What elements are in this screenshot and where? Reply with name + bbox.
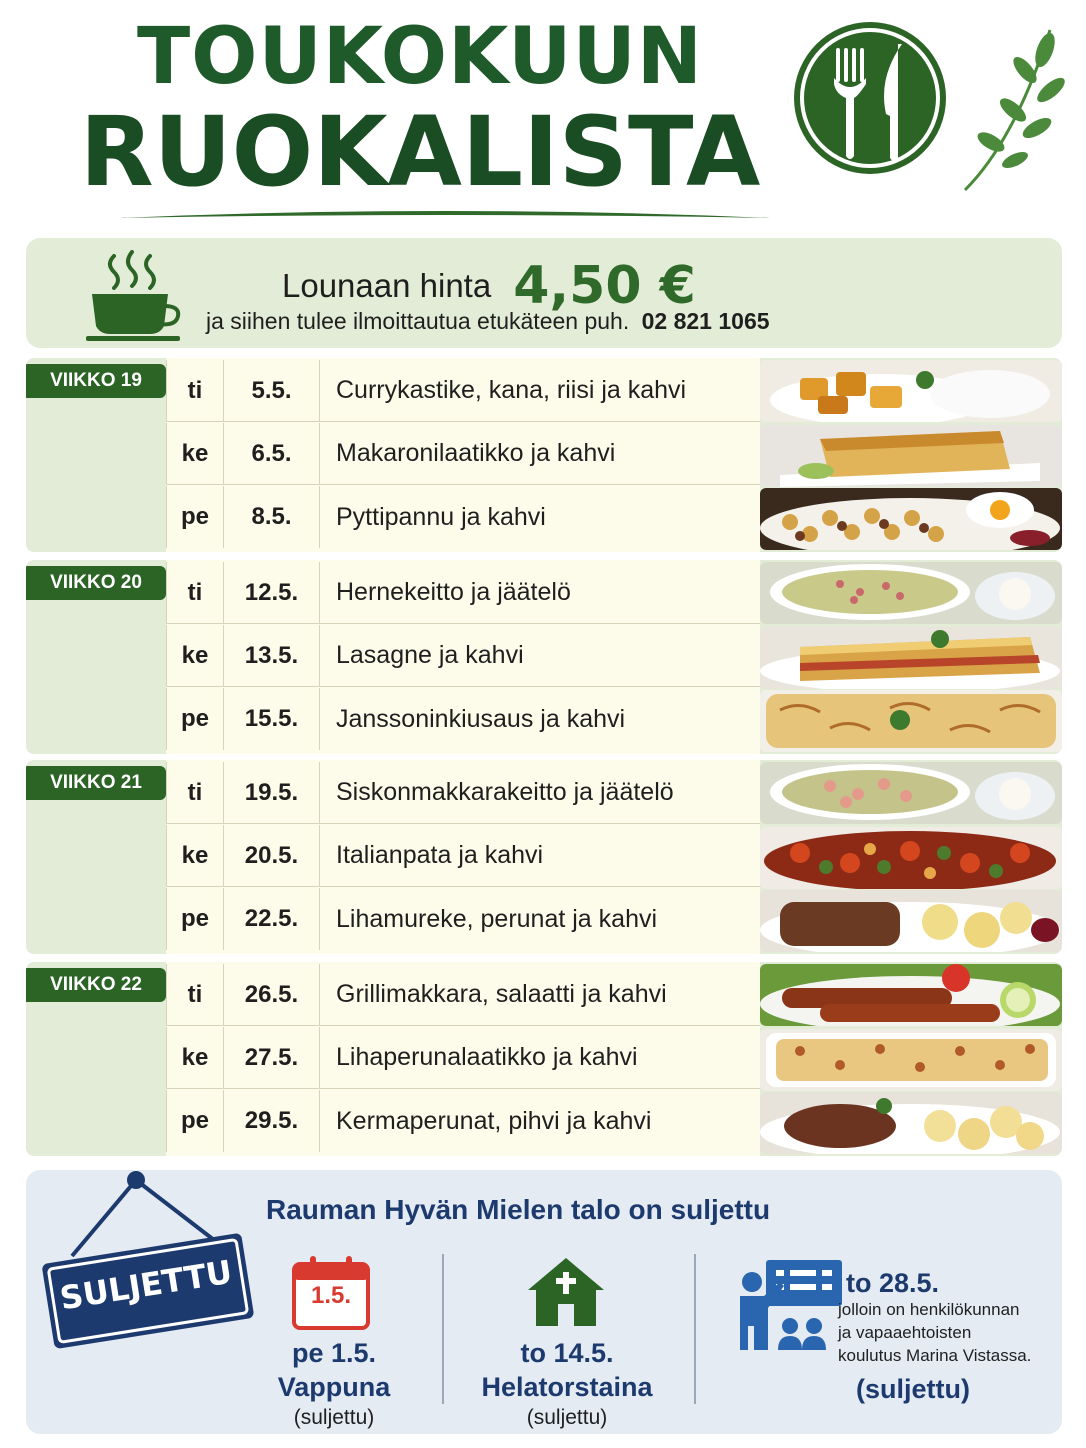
price-label: Lounaan hinta bbox=[282, 267, 492, 304]
pyttipannu-photo bbox=[760, 488, 1062, 550]
date-cell: 6.5. bbox=[224, 423, 320, 484]
dish-cell: Makaronilaatikko ja kahvi bbox=[336, 439, 616, 467]
price-bar bbox=[26, 238, 1062, 348]
date-cell: 20.5. bbox=[224, 825, 320, 886]
closed-date: to 28.5. bbox=[846, 1268, 940, 1298]
title-block bbox=[60, 12, 780, 208]
day-cell: pe bbox=[166, 888, 224, 950]
closed-reason: Vappuna bbox=[277, 1372, 391, 1402]
closed-date: to 14.5. bbox=[520, 1338, 614, 1368]
date-cell: 12.5. bbox=[224, 562, 320, 623]
date-cell: 22.5. bbox=[224, 888, 320, 950]
church-icon bbox=[526, 1254, 606, 1328]
closed-date: pe 1.5. bbox=[291, 1338, 377, 1368]
closed-note: (suljettu) bbox=[856, 1374, 970, 1404]
grilled-sausage-photo bbox=[760, 964, 1062, 1026]
closed-item-1 bbox=[252, 1336, 416, 1432]
menu-row bbox=[166, 486, 760, 548]
training-icon bbox=[738, 1256, 844, 1352]
closed-info-panel bbox=[26, 1170, 1062, 1434]
week-label: VIIKKO 21 bbox=[26, 766, 166, 800]
title-underline bbox=[120, 208, 770, 222]
day-cell: pe bbox=[166, 688, 224, 750]
menu-row bbox=[166, 1027, 760, 1089]
dish-cell: Grillimakkara, salaatti ja kahvi bbox=[336, 980, 667, 1008]
date-cell: 5.5. bbox=[224, 360, 320, 421]
title-line1: TOUKOKUUN bbox=[136, 12, 704, 102]
day-cell: ti bbox=[166, 762, 224, 823]
closed-note: (suljettu) bbox=[293, 1406, 375, 1429]
closed-note: (suljettu) bbox=[526, 1406, 608, 1429]
dish-cell: Currykastike, kana, riisi ja kahvi bbox=[336, 376, 687, 404]
meatloaf-potatoes-photo bbox=[760, 890, 1062, 952]
divider bbox=[694, 1254, 696, 1404]
dish-cell: Siskonmakkarakeitto ja jäätelö bbox=[336, 778, 674, 806]
day-cell: ke bbox=[166, 825, 224, 886]
day-cell: pe bbox=[166, 1090, 224, 1152]
week-table bbox=[166, 760, 760, 954]
week-20 bbox=[26, 560, 1062, 754]
italian-stew-photo bbox=[760, 827, 1062, 889]
price-line bbox=[282, 256, 842, 316]
dish-cell: Kermaperunat, pihvi ja kahvi bbox=[336, 1106, 652, 1135]
week-label: VIIKKO 20 bbox=[26, 566, 166, 600]
menu-row bbox=[166, 762, 760, 824]
week-22 bbox=[26, 962, 1062, 1156]
closed-item-3 bbox=[838, 1298, 1062, 1367]
fork-knife-logo-icon bbox=[790, 18, 950, 178]
macaroni-casserole-photo bbox=[760, 425, 1062, 487]
day-cell: ti bbox=[166, 964, 224, 1025]
week-21 bbox=[26, 760, 1062, 954]
leaf-branch-icon bbox=[955, 20, 1065, 200]
dish-cell: Lihaperunalaatikko ja kahvi bbox=[336, 1043, 638, 1071]
date-cell: 15.5. bbox=[224, 688, 320, 750]
date-cell: 27.5. bbox=[224, 1027, 320, 1088]
menu-row bbox=[166, 625, 760, 687]
dish-cell: Pyttipannu ja kahvi bbox=[336, 502, 546, 531]
calendar-date: 1.5. bbox=[310, 1282, 352, 1309]
phone-number: 02 821 1065 bbox=[641, 308, 770, 334]
day-cell: ke bbox=[166, 1027, 224, 1088]
week-table bbox=[166, 560, 760, 754]
week-19 bbox=[26, 358, 1062, 552]
menu-row bbox=[166, 360, 760, 422]
closed-item-2 bbox=[462, 1336, 672, 1432]
meat-potato-casserole-photo bbox=[760, 1029, 1062, 1091]
date-cell: 19.5. bbox=[224, 762, 320, 823]
sausage-soup-photo bbox=[760, 762, 1062, 824]
closed-item-3-date-wrap bbox=[846, 1266, 946, 1300]
price-note-text: ja siihen tulee ilmoittautua etukäteen puh. bbox=[206, 308, 630, 334]
title-line2: RUOKALISTA bbox=[79, 96, 761, 208]
menu-row bbox=[166, 562, 760, 624]
day-cell: ke bbox=[166, 423, 224, 484]
week-label: VIIKKO 19 bbox=[26, 364, 166, 398]
divider bbox=[442, 1254, 444, 1404]
menu-row bbox=[166, 888, 760, 950]
closed-detail-line3: koulutus Marina Vistassa. bbox=[838, 1346, 1032, 1365]
pea-soup-photo bbox=[760, 562, 1062, 624]
closed-detail-line1: jolloin on henkilökunnan bbox=[838, 1300, 1020, 1319]
week-label: VIIKKO 22 bbox=[26, 968, 166, 1002]
week-table bbox=[166, 358, 760, 552]
day-cell: ti bbox=[166, 562, 224, 623]
coffee-cup-icon bbox=[84, 250, 184, 342]
date-cell: 8.5. bbox=[224, 486, 320, 548]
menu-row bbox=[166, 423, 760, 485]
closed-sign-text: SULJETTU bbox=[57, 1252, 235, 1318]
closed-title: Rauman Hyvän Mielen talo on suljettu bbox=[266, 1194, 771, 1225]
dish-cell: Janssoninkiusaus ja kahvi bbox=[336, 704, 626, 733]
week-table bbox=[166, 962, 760, 1156]
lasagne-photo bbox=[760, 627, 1062, 689]
price-note bbox=[206, 308, 770, 335]
dish-cell: Lihamureke, perunat ja kahvi bbox=[336, 904, 658, 933]
price-value: 4,50 € bbox=[513, 256, 696, 316]
dish-cell: Hernekeitto ja jäätelö bbox=[336, 578, 571, 606]
day-cell: pe bbox=[166, 486, 224, 548]
steak-potatoes-photo bbox=[760, 1092, 1062, 1154]
closed-detail-line2: ja vapaaehtoisten bbox=[838, 1323, 972, 1342]
date-cell: 26.5. bbox=[224, 964, 320, 1025]
closed-reason: Helatorstaina bbox=[481, 1372, 653, 1402]
date-cell: 13.5. bbox=[224, 625, 320, 686]
dish-cell: Lasagne ja kahvi bbox=[336, 641, 524, 669]
day-cell: ti bbox=[166, 360, 224, 421]
menu-row bbox=[166, 964, 760, 1026]
date-cell: 29.5. bbox=[224, 1090, 320, 1152]
menu-row bbox=[166, 688, 760, 750]
dish-cell: Italianpata ja kahvi bbox=[336, 841, 544, 869]
day-cell: ke bbox=[166, 625, 224, 686]
janssoninkiusaus-photo bbox=[760, 690, 1062, 752]
menu-row bbox=[166, 1090, 760, 1152]
closed-item-3-note-wrap bbox=[838, 1372, 988, 1406]
menu-row bbox=[166, 825, 760, 887]
curry-photo bbox=[760, 360, 1062, 422]
